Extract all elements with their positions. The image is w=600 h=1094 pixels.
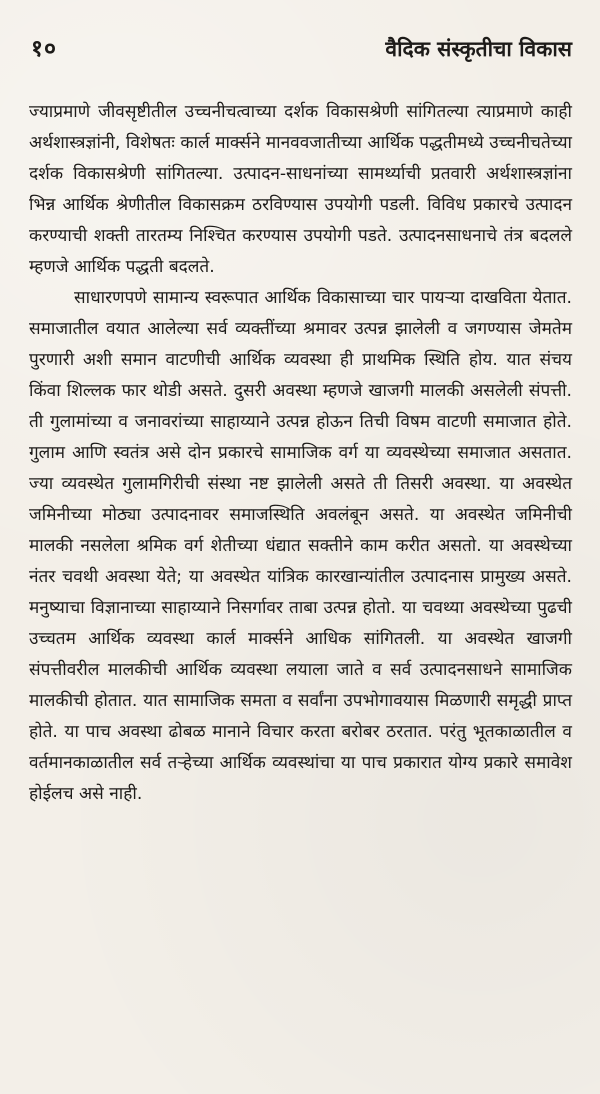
page-body bbox=[29, 97, 572, 810]
paragraph-1: ज्याप्रमाणे जीवसृष्टीतील उच्चनीचत्वाच्या दर्शक विकासश्रेणी सांगितल्या त्याप्रमाणे काही अर्थशास्त्रज्ञांनी, विशेषतः कार्ल मार्क्सने मानववजातीच्या आर्थिक पद्धतीमध्ये उच्चनीचतेच्या दर्शक विकासश्रेणी सांगितल्या. उत्पादन-साधनांच्या सामर्थ्याची प्रतवारी अर्थशास्त्रज्ञांना भिन्न आर्थिक श्रेणीतील विकासक्रम ठरविण्यास उपयोगी पडली. विविध प्रकारचे उत्पादन करण्याची शक्ती तारतम्य निश्चित करण्यास उपयोगी पडते. उत्पादनसाधनाचे तंत्र बदलले म्हणजे आर्थिक पद्धती बदलते. bbox=[29, 102, 572, 277]
page-number: १० bbox=[31, 36, 57, 62]
page-header bbox=[29, 0, 572, 72]
paragraph-2: साधारणपणे सामान्य स्वरूपात आर्थिक विकासाच्या चार पायऱ्या दाखविता येतात. समाजातील वयात आलेल्या सर्व व्यक्तींच्या श्रमावर उत्पन्न झालेली व जगण्यास जेमतेम पुरणारी अशी समान वाटणीची आर्थिक व्यवस्था ही प्राथमिक स्थिति होय. यात संचय किंवा शिल्लक फार थोडी असते. दुसरी अवस्था म्हणजे खाजगी मालकी असलेली संपत्ती. ती गुलामांच्या व जनावरांच्या साहाय्याने उत्पन्न होऊन तिची विषम वाटणी समाजात होते. गुलाम आणि स्वतंत्र असे दोन प्रकारचे सामाजिक वर्ग या व्यवस्थेच्या समाजात असतात. ज्या व्यवस्थेत गुलामगिरीची संस्था नष्ट झालेली असते ती तिसरी अवस्था. या अवस्थेत जमिनीच्या मोठ्या उत्पादनावर समाजस्थिति अवलंबून असते. या अवस्थेत जमिनीची मालकी नसलेला श्रमिक वर्ग शेतीच्या धंद्यात सक्तीने काम करीत असतो. या अवस्थेच्या नंतर चवथी अवस्था येते; या अवस्थेत यांत्रिक कारखान्यांतील उत्पादनास प्रामुख्य असते. मनुष्याचा विज्ञानाच्या साहाय्याने निसर्गावर ताबा उत्पन्न होतो. या चवथ्या अवस्थेच्या पुढची उच्चतम आर्थिक व्यवस्था कार्ल मार्क्सने आधिक सांगितली. या अवस्थेत खाजगी संपत्तीवरील मालकीची आर्थिक व्यवस्था लयाला जाते व सर्व उत्पादनसाधने सामाजिक मालकीची होतात. यात सामाजिक समता व सर्वांना उपभोगावयास मिळणारी समृद्धी प्राप्त होते. या पाच अवस्था ढोबळ मानाने विचार करता बरोबर ठरतात. परंतु भूतकाळातील व वर्तमानकाळातील सर्व तऱ्हेच्या आर्थिक व्यवस्थांचा या पाच प्रकारात योग्य प्रकारे समावेश होईलच असे नाही. bbox=[29, 288, 572, 804]
running-title: वैदिक संस्कृतीचा विकास bbox=[385, 37, 572, 61]
